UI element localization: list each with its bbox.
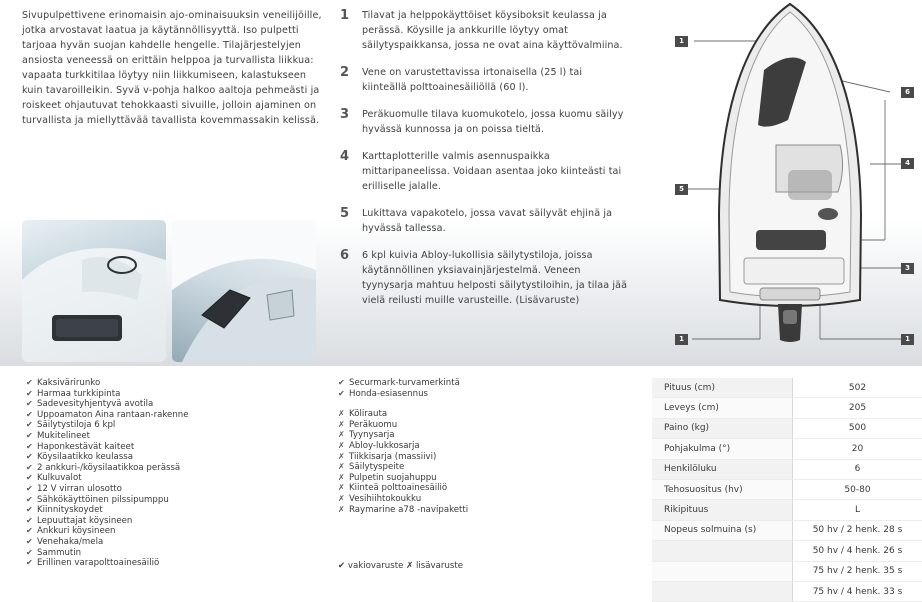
spec-label: Leveys (cm)	[652, 398, 793, 418]
spec-row	[652, 520, 922, 540]
spec-table	[652, 378, 922, 602]
diagram-label-1-bow: 1	[675, 36, 688, 47]
spec-value: 500	[793, 418, 922, 438]
spec-label	[652, 541, 793, 561]
check-icon: ✔	[26, 548, 37, 559]
spec-value: L	[793, 500, 922, 520]
feature-item	[340, 8, 630, 53]
spec-label: Pituus (cm)	[652, 378, 793, 398]
equipment-label: Sähkökäyttöinen pilssipumppu	[37, 495, 169, 506]
equipment-item	[338, 462, 638, 473]
feature-number: 6	[340, 248, 362, 308]
equipment-label: Uppoamaton Aina rantaan-rakenne	[37, 410, 189, 421]
feature-list	[340, 8, 630, 320]
diagram-label-1-stern-right: 1	[901, 334, 914, 345]
check-icon: ✔	[26, 452, 37, 463]
equipment-label: Tiikkisarja (massiivi)	[349, 452, 436, 463]
spec-value: 50-80	[793, 479, 922, 499]
cross-icon: ✗	[338, 462, 349, 473]
spec-value: 6	[793, 459, 922, 479]
spec-row	[652, 378, 922, 398]
check-icon: ✔	[26, 484, 37, 495]
feature-item	[340, 149, 630, 194]
check-icon: ✔	[26, 389, 37, 400]
equipment-label: Vesihiihtokoukku	[349, 494, 421, 505]
spec-value: 75 hv / 4 henk. 33 s	[793, 581, 922, 601]
spec-value: 75 hv / 2 henk. 35 s	[793, 561, 922, 581]
equipment-label: Lepuuttajat köysineen	[37, 516, 132, 527]
equipment-item	[26, 420, 326, 431]
check-icon: ✔	[26, 473, 37, 484]
equipment-item	[26, 558, 326, 569]
feature-text: Karttaplotterille valmis asennuspaikka mittaripaneelissa. Voidaan asentaa joko kiinteästi tai erilliselle jalalle.	[362, 149, 630, 194]
equipment-label: Kaksivärirunko	[37, 378, 100, 389]
equipment-label: 12 V virran ulosotto	[37, 484, 122, 495]
equipment-item	[338, 420, 638, 431]
feature-item	[340, 206, 630, 236]
spec-value: 20	[793, 439, 922, 459]
cross-icon: ✗	[338, 420, 349, 431]
equipment-label: Raymarine a78 -navipaketti	[349, 505, 468, 516]
spec-value: 205	[793, 398, 922, 418]
equipment-item	[338, 452, 638, 463]
check-icon: ✔	[26, 516, 37, 527]
diagram-label-3: 3	[901, 263, 914, 274]
equipment-label: Pulpetin suojahuppu	[349, 473, 437, 484]
equipment-item	[26, 484, 326, 495]
equipment-item	[338, 505, 638, 516]
spec-row	[652, 541, 922, 561]
cross-icon: ✗	[338, 473, 349, 484]
equipment-item	[26, 442, 326, 453]
feature-item	[340, 107, 630, 137]
diagram-label-4: 4	[901, 158, 914, 169]
equipment-item	[338, 441, 638, 452]
cross-icon: ✗	[338, 505, 349, 516]
feature-number: 5	[340, 206, 362, 236]
legend: ✔ vakiovaruste ✗ lisävaruste	[338, 561, 463, 571]
spec-row	[652, 479, 922, 499]
feature-text: Tilavat ja helppokäyttöiset köysiboksit keulassa ja perässä. Köysille ja ankkurille löytyy omat säilytyspaikkansa, jossa ne ovat aina käyttövalmiina.	[362, 8, 630, 53]
equipment-label: Abloy-lukkosarja	[349, 441, 420, 452]
cross-icon: ✗	[338, 494, 349, 505]
equipment-item	[338, 473, 638, 484]
feature-number: 1	[340, 8, 362, 53]
optional-equipment-list	[338, 378, 638, 515]
equipment-label: Kiinteä polttoainesäiliö	[349, 483, 447, 494]
spec-label	[652, 581, 793, 601]
equipment-item	[338, 389, 638, 400]
equipment-label: 2 ankkuri-/köysilaatikkoa perässä	[37, 463, 180, 474]
equipment-label: Tyynysarja	[349, 430, 395, 441]
equipment-item	[338, 409, 638, 420]
equipment-label: Venehaka/mela	[37, 537, 103, 548]
equipment-item	[26, 495, 326, 506]
spec-label: Rikipituus	[652, 500, 793, 520]
check-icon: ✔	[26, 495, 37, 506]
equipment-item	[26, 516, 326, 527]
check-icon: ✔	[26, 420, 37, 431]
equipment-item	[26, 505, 326, 516]
equipment-item	[26, 537, 326, 548]
equipment-label: Säilytystiloja 6 kpl	[37, 420, 115, 431]
equipment-item	[26, 389, 326, 400]
equipment-item	[26, 431, 326, 442]
equipment-label: Mukitelineet	[37, 431, 90, 442]
feature-number: 3	[340, 107, 362, 137]
cross-icon: ✗	[338, 483, 349, 494]
cross-icon: ✗	[338, 430, 349, 441]
equipment-item	[26, 473, 326, 484]
equipment-label: Säilytyspeite	[349, 462, 404, 473]
check-icon: ✔	[26, 410, 37, 421]
check-icon: ✔	[26, 537, 37, 548]
feature-text: Lukittava vapakotelo, jossa vavat säilyvät ehjinä ja hyvässä tallessa.	[362, 206, 630, 236]
feature-text: Peräkuomulle tilava kuomukotelo, jossa kuomu säilyy hyvässä kunnossa ja on poissa tieltä.	[362, 107, 630, 137]
check-icon: ✔	[26, 442, 37, 453]
feature-text: Vene on varustettavissa irtonaisella (25 l) tai kiinteällä polttoainesäiliöllä (60 l).	[362, 65, 630, 95]
spec-label	[652, 561, 793, 581]
equipment-label: Harmaa turkkipinta	[37, 389, 120, 400]
cockpit-photo	[22, 220, 166, 362]
spec-value: 502	[793, 378, 922, 398]
spec-row	[652, 500, 922, 520]
equipment-item	[26, 410, 326, 421]
list-spacer	[338, 399, 638, 409]
equipment-item	[26, 399, 326, 410]
equipment-label: Sammutin	[37, 548, 81, 559]
spec-row	[652, 581, 922, 601]
spec-label: Henkilöluku	[652, 459, 793, 479]
equipment-label: Securmark-turvamerkintä	[349, 378, 460, 389]
spec-label: Nopeus solmuina (s)	[652, 520, 793, 540]
spec-label: Paino (kg)	[652, 418, 793, 438]
diagram-label-5: 5	[675, 184, 688, 195]
equipment-item	[338, 378, 638, 389]
equipment-item	[26, 452, 326, 463]
diagram-label-6: 6	[901, 87, 914, 98]
feature-item	[340, 248, 630, 308]
equipment-item	[26, 526, 326, 537]
check-icon: ✔	[26, 463, 37, 474]
equipment-label: Kölirauta	[349, 409, 387, 420]
feature-item	[340, 65, 630, 95]
spec-label: Pohjakulma (°)	[652, 439, 793, 459]
feature-number: 2	[340, 65, 362, 95]
check-icon: ✔	[26, 505, 37, 516]
check-icon: ✔	[338, 389, 349, 400]
equipment-label: Peräkuomu	[349, 420, 397, 431]
equipment-item	[338, 483, 638, 494]
spec-value: 50 hv / 2 henk. 28 s	[793, 520, 922, 540]
equipment-label: Sadevesityhjentyvä avotila	[37, 399, 153, 410]
equipment-item	[338, 494, 638, 505]
check-icon: ✔	[26, 558, 37, 569]
feature-text: 6 kpl kuivia Abloy-lukollisia säilytystiloja, joissa käytännöllinen yksiavainjärjestelmä. Veneen tyynysarja mahtuu helposti säilytystiloihin, ja tilaa jää vielä reilusti muille varusteille. (Lisävaruste)	[362, 248, 630, 308]
spec-label: Tehosuositus (hv)	[652, 479, 793, 499]
check-icon: ✔	[26, 399, 37, 410]
equipment-item	[26, 548, 326, 559]
cross-icon: ✗	[338, 441, 349, 452]
equipment-label: Erillinen varapolttoainesäiliö	[37, 558, 159, 569]
intro-paragraph: Sivupulpettivene erinomaisin ajo-ominaisuuksin veneilijöille, jotka arvostavat laatua ja käytännöllisyyttä. Iso pulpetti tarjoaa hyvän suojan kahdelle hengelle. Tilajärjestelyjen ansiosta veneessä on erittäin helppoa ja turvallista liikkua: vapaata turkkitilaa löytyy niin liikkumiseen, kalastukseen kuin tavaroilleikin. Syvä v-pohja halkoo aaltoja pehmeästi ja roiskeet ohjautuvat tehokkaasti sivuille, jolloin ajaminen on turvallista ja miellyttävää tavallista kovemmassakin kelissä.	[22, 8, 322, 128]
equipment-label: Ankkuri köysineen	[37, 526, 115, 537]
spec-value: 50 hv / 4 henk. 26 s	[793, 541, 922, 561]
feature-number: 4	[340, 149, 362, 194]
equipment-label: Haponkestävät kaiteet	[37, 442, 134, 453]
equipment-label: Kiinnityskoydet	[37, 505, 103, 516]
check-icon: ✔	[26, 378, 37, 389]
boat-deck-diagram	[660, 0, 922, 360]
standard-equipment-list	[26, 378, 326, 569]
storage-photo	[172, 220, 316, 362]
spec-row	[652, 398, 922, 418]
check-icon: ✔	[338, 378, 349, 389]
cross-icon: ✗	[338, 452, 349, 463]
cross-icon: ✗	[338, 409, 349, 420]
spec-row	[652, 459, 922, 479]
equipment-label: Honda-esiasennus	[349, 389, 428, 400]
spec-row	[652, 418, 922, 438]
equipment-item	[26, 463, 326, 474]
spec-row	[652, 439, 922, 459]
equipment-item	[338, 430, 638, 441]
spec-row	[652, 561, 922, 581]
equipment-item	[26, 378, 326, 389]
check-icon: ✔	[26, 526, 37, 537]
equipment-label: Kulkuvalot	[37, 473, 82, 484]
check-icon: ✔	[26, 431, 37, 442]
equipment-label: Köysilaatikko keulassa	[37, 452, 133, 463]
diagram-label-1-stern-left: 1	[675, 334, 688, 345]
